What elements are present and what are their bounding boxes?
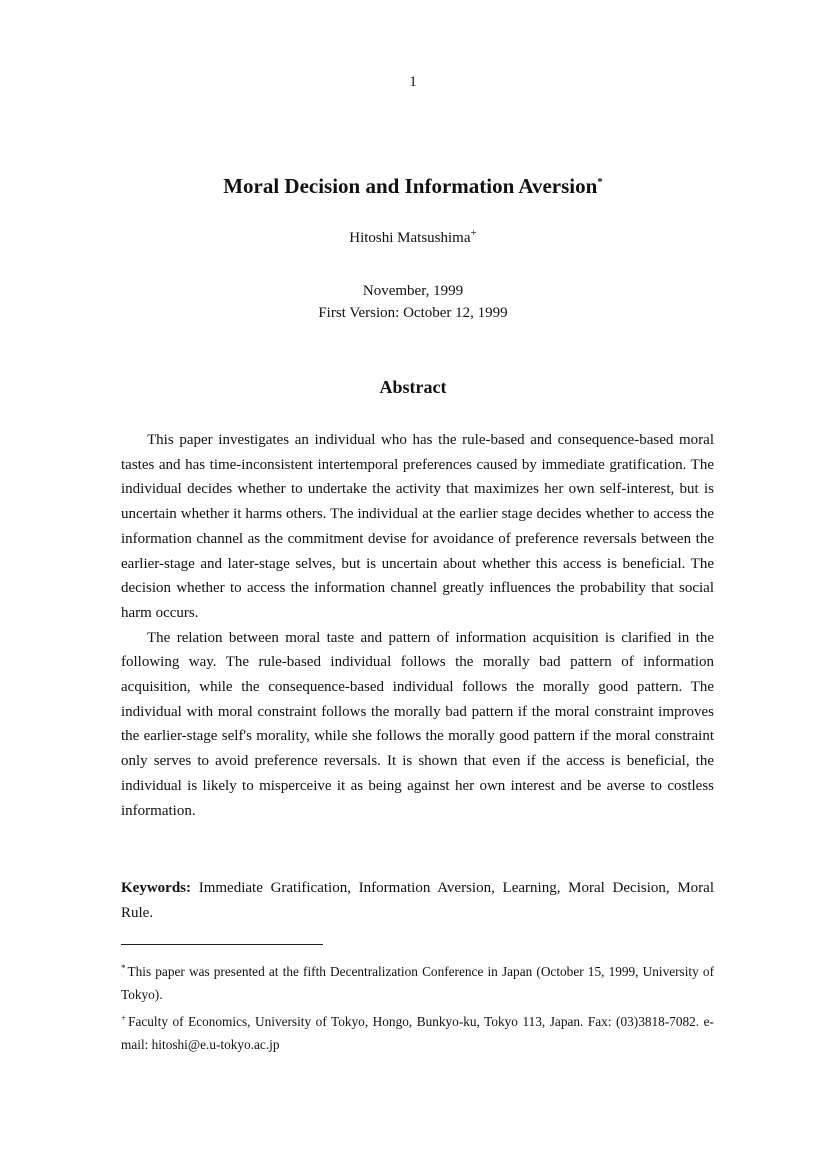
footnote-mark: + bbox=[121, 1012, 127, 1023]
keywords bbox=[121, 876, 714, 925]
footnote bbox=[121, 961, 714, 1006]
keywords-label: Keywords: bbox=[121, 880, 191, 896]
abstract-paragraph: The relation between moral taste and pattern of information acquisition is clarified in the following way. The rule-based individual follows the morally bad pattern of information acquisition, while the consequence-based individual follows the morally good pattern. The individual with moral constraint follows the morally bad pattern if the moral constraint improves the earlier-stage self's morality, while she follows the morally good pattern if the moral constraint only serves to avoid preference reversals. It is shown that even if the access is beneficial, the individual is likely to misperceive it as being against her own interest and be averse to costless information. bbox=[121, 629, 714, 819]
abstract-heading: Abstract bbox=[379, 377, 447, 397]
abstract-paragraph: This paper investigates an individual who has the rule-based and consequence-based moral tastes and has time-inconsistent intertemporal preferences caused by immediate gratification. The individual decides whether to undertake the activity that maximizes her own self-interest, but is uncertain whether it harms others. The individual at the earlier stage decides whether to access the information channel as the commitment devise for avoidance of preference reversals between the earlier-stage and later-stage selves, but is uncertain about whether this access is beneficial. The decision whether to access the information channel greatly influences the probability that social harm occurs. bbox=[121, 432, 714, 621]
keywords-text: Immediate Gratification, Information Aversion, Learning, Moral Decision, Moral Rule. bbox=[121, 880, 714, 921]
author-name: Hitoshi Matsushima bbox=[349, 230, 471, 246]
footnote-text: Faculty of Economics, University of Tokyo, Hongo, Bunkyo-ku, Tokyo 113, Japan. Fax: (03)3818-7082. e-mail: hitoshi@e.u-tokyo.ac.jp bbox=[121, 1014, 714, 1052]
footnote-mark: * bbox=[121, 962, 126, 973]
page-number: 1 bbox=[409, 74, 417, 90]
author bbox=[0, 227, 826, 247]
footnote-text: This paper was presented at the fifth Decentralization Conference in Japan (October 15, 1999, University of Tokyo). bbox=[121, 964, 714, 1002]
date: November, 1999 bbox=[362, 283, 464, 299]
author-footnote-mark: + bbox=[470, 227, 477, 239]
footnote-divider bbox=[121, 944, 323, 945]
paper-title-text: Moral Decision and Information Aversion bbox=[223, 174, 598, 198]
first-version-date: First Version: October 12, 1999 bbox=[318, 305, 508, 321]
paper-title bbox=[0, 174, 826, 199]
footnote bbox=[121, 1011, 714, 1056]
abstract-body bbox=[121, 428, 714, 823]
title-footnote-mark: * bbox=[597, 176, 603, 188]
